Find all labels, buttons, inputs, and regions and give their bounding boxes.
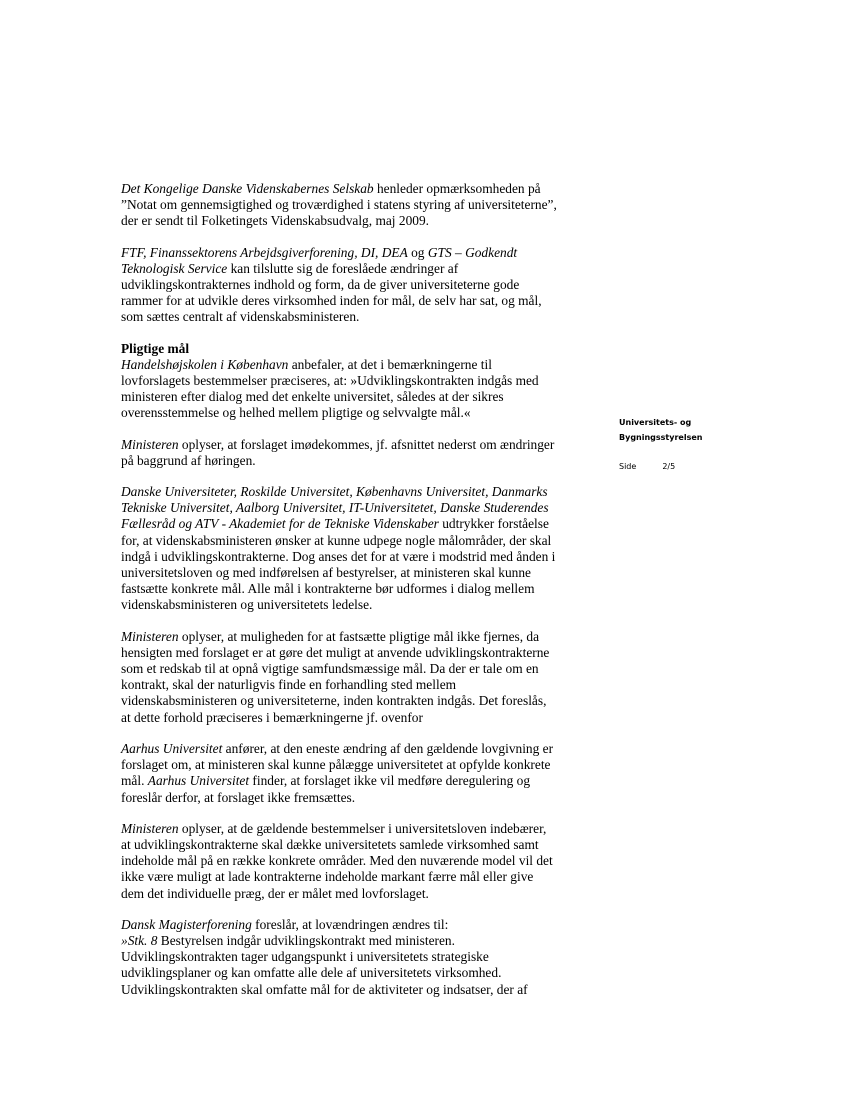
text-line: fastsætte konkrete mål. Alle mål i kontrakterne bør udformes i dialog mellem: [121, 581, 535, 597]
org-name: Aarhus Universitet: [121, 740, 223, 756]
org-name: Aarhus Universitet: [147, 773, 250, 789]
org-name: Det Kongelige Danske Videnskabernes Selskab: [121, 181, 374, 196]
page-label: Side: [619, 462, 637, 471]
org-name: Ministeren: [121, 820, 179, 836]
org-name: Ministeren: [121, 436, 179, 452]
org-name: Teknologisk Service: [121, 260, 228, 276]
text-line: udviklingskontrakternes indhold og form, da de giver universiteterne gode: [121, 277, 520, 293]
org-name: FTF, Finanssektorens Arbejdsgiverforening, DI, DEA: [121, 244, 408, 260]
text-line: rammer for at udvikle deres virksomhed inden for mål, de selv har sat, og mål,: [121, 293, 542, 309]
text-line: Ministeren oplyser, at forslaget imødekommes, jf. afsnittet nederst om ændringer: [121, 436, 555, 452]
text-line: videnskabsministeren og universiteterne, inden kontrakten indgås. Det foreslås,: [121, 693, 547, 709]
text-line: ”Notat om gennemsigtighed og troværdighed i statens styring af universiteterne”,: [121, 197, 557, 213]
text-line: dem det individuelle præg, der er målet med lovforslaget.: [121, 885, 429, 901]
text-line: Aarhus Universitet anfører, at den eneste ændring af den gældende lovgivning er: [121, 740, 554, 756]
text-line: kontrakt, skal der naturligvis finde en forhandling sted mellem: [121, 677, 457, 693]
text-line: Udviklingskontrakten skal omfatte mål for de aktiviteter og indsatser, der af: [121, 981, 528, 997]
org-name: Danske Universiteter, Roskilde Universitet, Københavns Universitet, Danmarks: [121, 484, 548, 500]
org-name: GTS – Godkendt: [427, 244, 518, 260]
text-line: på baggrund af høringen.: [121, 452, 256, 468]
text-line: Udviklingskontrakten tager udgangspunkt i universitetets strategiske: [121, 949, 489, 965]
page-indicator: [619, 459, 729, 474]
paragraph-pligtige-maal: [121, 341, 591, 422]
paragraph-minister-3: [121, 821, 591, 902]
org-name-line-1: Universitets- og: [619, 418, 692, 427]
text-line: »Stk. 8 Bestyrelsen indgår udviklingskontrakt med ministeren.: [121, 932, 455, 948]
text-line: Ministeren oplyser, at muligheden for at fastsætte pligtige mål ikke fjernes, da: [121, 628, 540, 644]
text-line: Teknologisk Service kan tilslutte sig de foreslåede ændringer af: [121, 260, 459, 276]
text-line: mål. Aarhus Universitet finder, at forslaget ikke vil medføre deregulering og: [121, 773, 531, 789]
text-line: forslaget om, at ministeren skal kunne pålægge universitetet at opfylde konkrete: [121, 757, 551, 773]
text-line: hensigten med forslaget er at gøre det muligt at anvende udviklingskontrakterne: [121, 644, 550, 660]
text-line: at udviklingskontrakterne skal dække universitetets samlede virksomhed samt: [121, 836, 539, 852]
sidebar-info: [619, 415, 729, 474]
text-line: foreslår derfor, at forslaget ikke fremsættes.: [121, 789, 356, 805]
org-name-line-2: Bygningsstyrelsen: [619, 433, 703, 442]
org-name: Dansk Magisterforening: [121, 916, 252, 932]
text-line: Fællesråd og ATV - Akademiet for de Tekniske Videnskaber udtrykker forståelse: [121, 516, 549, 532]
paragraph-minister-2: [121, 629, 591, 726]
text-line: indeholde mål på en række konkrete områder. Med den nuværende model vil det: [121, 853, 553, 869]
text-line: Dansk Magisterforening foreslår, at lovændringen ændres til:: [121, 916, 449, 932]
text-line: lovforslagets bestemmelser præciseres, at: »Udviklingskontrakten indgås med: [121, 373, 539, 389]
text-line: Ministeren oplyser, at de gældende bestemmelser i universitetsloven indebærer,: [121, 820, 547, 836]
text-line: Handelshøjskolen i København anbefaler, at det i bemærkningerne til: [121, 356, 492, 372]
text-line: [121, 500, 591, 516]
text-line: FTF, Finanssektorens Arbejdsgiverforening, DI, DEA og GTS – Godkendt: [121, 244, 518, 260]
paragraph-ftf: [121, 245, 591, 326]
text-line: for, at videnskabsministeren ønsker at kunne udpege nogle målområder, der skal: [121, 532, 552, 548]
page-number: 2/5: [662, 462, 676, 471]
text-line: ikke være muligt at lade kontrakterne indeholde markant færre mål eller give: [121, 869, 534, 885]
text-line: ministeren efter dialog med det enkelte universitet, således at der sikres: [121, 389, 504, 405]
text-line: Det Kongelige Danske Videnskabernes Selskab henleder opmærksomheden på: [121, 181, 541, 196]
org-name: Ministeren: [121, 628, 179, 644]
org-name: Tekniske Universitet, Aalborg Universitet, IT-Universitetet, Danske Studerendes: [121, 500, 549, 516]
org-name: Fællesråd og ATV - Akademiet for de Tekniske Videnskaber: [121, 516, 439, 532]
text-line: overensstemmelse og helhed mellem pligtige og selvvalgte mål.«: [121, 405, 471, 421]
text-line: der er sendt til Folketingets Videnskabsudvalg, maj 2009.: [121, 213, 430, 229]
paragraph-aarhus: [121, 741, 591, 806]
section-heading: Pligtige mål: [121, 340, 190, 356]
text-line: indgå i udviklingskontrakterne. Dog anses det for at være i modstrid med ånden i: [121, 548, 556, 564]
document-body: [121, 181, 591, 1013]
text-line: som sættes centralt af videnskabsministeren.: [121, 309, 360, 325]
legal-reference: »Stk. 8: [121, 932, 158, 948]
paragraph-vidensselskab: [121, 181, 591, 230]
text-line: at dette forhold præciseres i bemærkningerne jf. ovenfor: [121, 709, 423, 725]
paragraph-magisterforening: [121, 917, 591, 998]
text-line: universitetsloven og med indførelsen af bestyrelser, at ministeren skal kunne: [121, 565, 531, 581]
text-line: videnskabsministeren og universitetets ledelse.: [121, 597, 373, 613]
text-line: [121, 484, 591, 500]
text-line: som et redskab til at opnå vigtige samfundsmæssige mål. Da der er tale om en: [121, 661, 539, 677]
org-name: Handelshøjskolen i København: [121, 356, 289, 372]
paragraph-danske-universiteter: [121, 484, 591, 614]
text-line: udviklingsplaner og kan omfatte alle dele af universitetets virksomhed.: [121, 965, 502, 981]
paragraph-minister-1: [121, 437, 591, 469]
